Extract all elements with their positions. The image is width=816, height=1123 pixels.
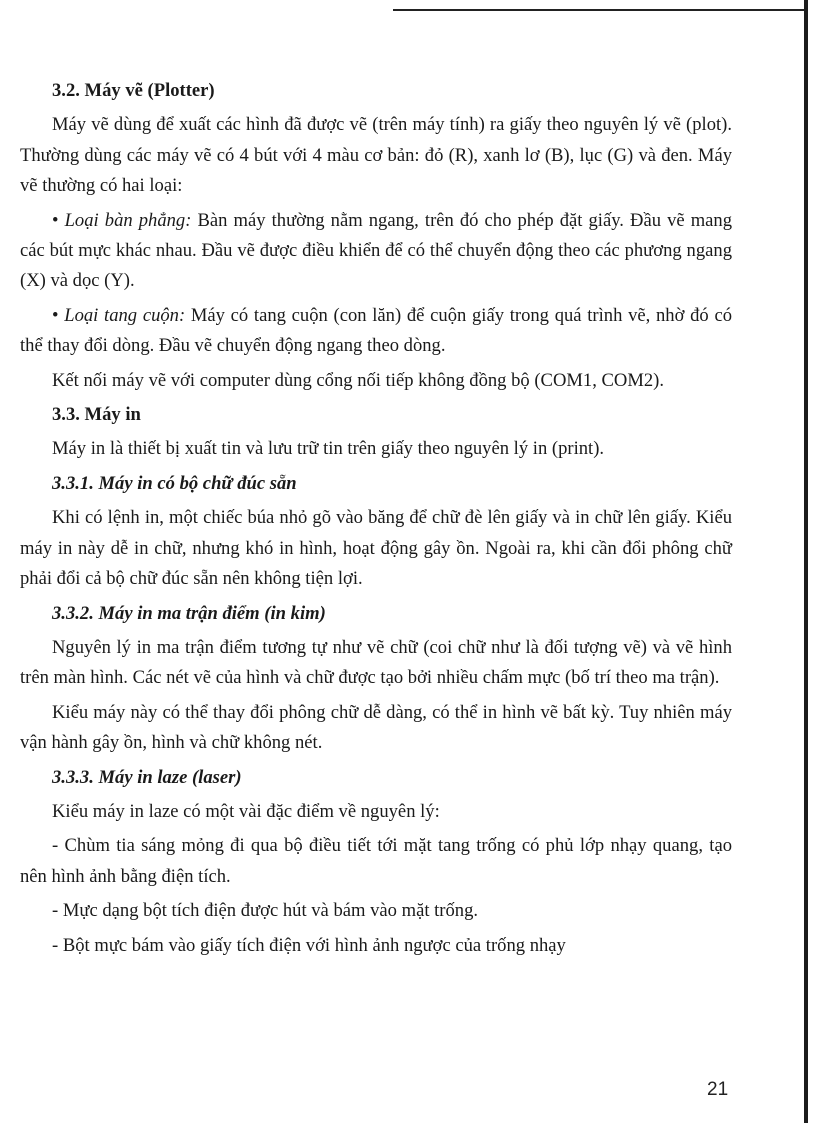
section-heading-plotter: 3.2. Máy vẽ (Plotter) (52, 80, 215, 101)
paragraph-typeface: Khi có lệnh in, một chiếc búa nhỏ gõ vào băng để chữ đè lên giấy và in chữ lên giấy. Kiểu máy in này dễ in chữ, nhưng khó in hình, hoạt động gây ồn. Ngoài ra, khi cần đổi phông chữ phải đổi cả bộ chữ đúc sẵn nên không tiện lợi. (20, 507, 732, 590)
list-item-laser-1: - Chùm tia sáng mỏng đi qua bộ điều tiết tới mặt tang trống có phủ lớp nhạy quang, tạo nên hình ảnh bằng điện tích. (20, 835, 732, 887)
bullet-drum (20, 301, 732, 362)
term-flatbed: Loại bàn phẳng: (64, 209, 192, 231)
subsection-heading-typeface: 3.3.1. Máy in có bộ chữ đúc sẵn (52, 472, 297, 494)
page-body (20, 76, 732, 965)
page-edge-rule (804, 0, 808, 1123)
paragraph-printer-intro: Máy in là thiết bị xuất tin và lưu trữ tin trên giấy theo nguyên lý in (print). (52, 438, 605, 460)
page-number: 21 (707, 1079, 729, 1100)
paragraph-dot-matrix-2: Kiểu máy này có thể thay đổi phông chữ dễ dàng, có thể in hình vẽ bất kỳ. Tuy nhiên máy vận hành gây ồn, hình và chữ không nét. (20, 701, 732, 754)
text-drum: Máy có tang cuộn (con lăn) để cuộn giấy trong quá trình vẽ, nhờ đó có thể thay đổi dòng. Đầu vẽ chuyển động ngang theo dòng. (20, 304, 732, 357)
paragraph-plotter-connection: Kết nối máy vẽ với computer dùng cổng nối tiếp không đồng bộ (COM1, COM2). (52, 369, 664, 391)
bullet-mark: • (52, 209, 59, 231)
list-item-laser-2: - Mực dạng bột tích điện được hút và bám vào mặt trống. (52, 900, 479, 922)
bullet-flatbed (20, 206, 732, 297)
subsection-heading-dot-matrix: 3.3.2. Máy in ma trận điểm (in kim) (52, 602, 326, 624)
paragraph-plotter-intro: Máy vẽ dùng để xuất các hình đã được vẽ (trên máy tính) ra giấy theo nguyên lý vẽ (plot). Thường dùng các máy vẽ có 4 bút với 4 màu cơ bản: đỏ (R), xanh lơ (B), lục (G) và đen. Máy vẽ thường có hai loại: (20, 114, 732, 197)
list-item-laser-3: - Bột mực bám vào giấy tích điện với hình ảnh ngược của trống nhạy (52, 934, 566, 956)
paragraph-laser-intro: Kiểu máy in laze có một vài đặc điểm về nguyên lý: (52, 800, 440, 822)
bullet-mark: • (52, 304, 59, 326)
section-heading-printer: 3.3. Máy in (52, 404, 141, 426)
subsection-heading-laser: 3.3.3. Máy in laze (laser) (52, 766, 242, 788)
text-flatbed: Bàn máy thường nằm ngang, trên đó cho phép đặt giấy. Đầu vẽ mang các bút mực khác nhau. Đầu vẽ được điều khiển để có thể chuyển động theo các phương ngang (X) và dọc (Y). (20, 209, 732, 292)
term-drum: Loại tang cuộn: (64, 304, 186, 326)
header-rule (393, 9, 805, 11)
paragraph-dot-matrix-1: Nguyên lý in ma trận điểm tương tự như vẽ chữ (coi chữ như là đối tượng vẽ) và vẽ hình trên màn hình. Các nét vẽ của hình và chữ được tạo bởi nhiều chấm mực (bố trí theo ma trận). (20, 636, 732, 689)
